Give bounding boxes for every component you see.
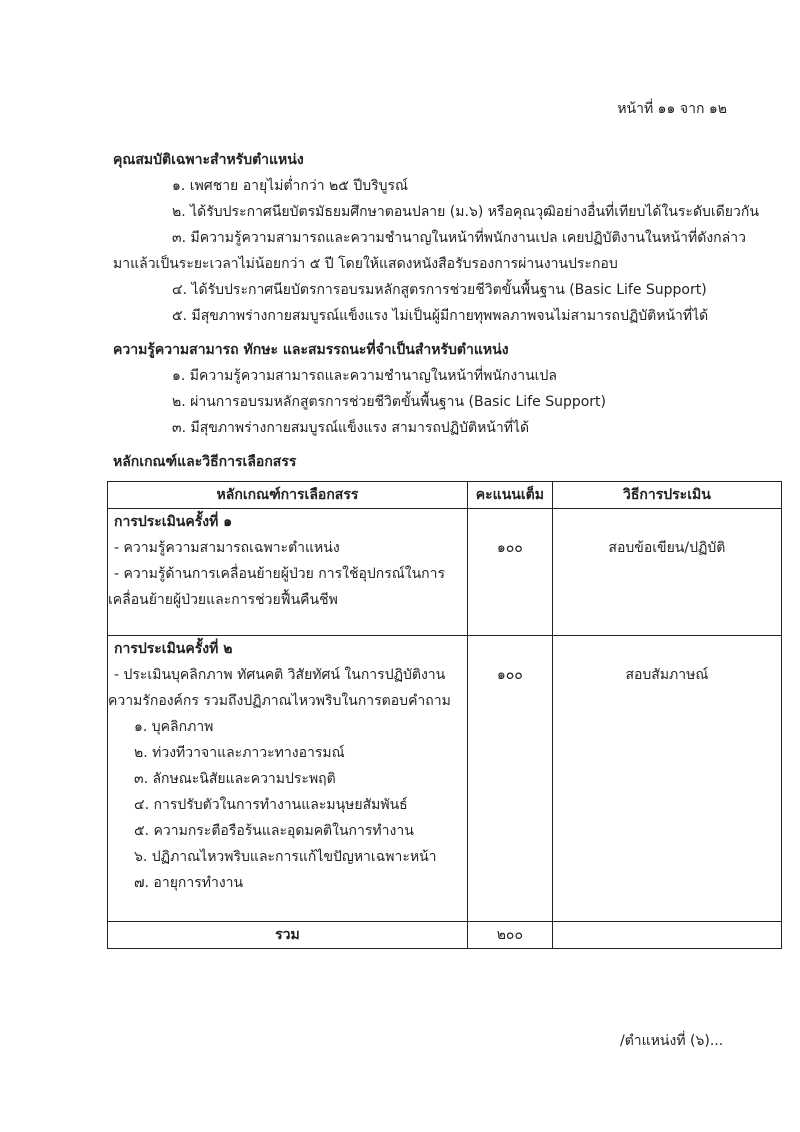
criteria-line: - ความรู้ด้านการเคลื่อนย้ายผู้ป่วย การใช้อุปกรณ์ในการ [114, 566, 446, 582]
method-cell [552, 636, 781, 922]
list-item: ๑. มีความรู้ความสามารถและความชำนาญในหน้าที่พนักงานเปล [172, 368, 557, 384]
criteria-cell [108, 509, 468, 636]
list-item: ๑. เพศชาย อายุไม่ต่ำกว่า ๒๕ ปีบริบูรณ์ [172, 178, 409, 194]
table-header-row [108, 482, 782, 509]
score-cell [467, 509, 552, 636]
column-header: หลักเกณฑ์การเลือกสรร [108, 482, 468, 509]
list-item: ๒. ได้รับประกาศนียบัตรมัธยมศึกษาตอนปลาย (ม.๖) หรือคุณวุฒิอย่างอื่นที่เทียบได้ในระดับเดียวกัน [172, 204, 759, 220]
list-item: ๓. มีความรู้ความสามารถและความชำนาญในหน้าที่พนักงานเปล เคยปฏิบัติงานในหน้าที่ดังกล่าว [172, 230, 746, 246]
method-cell [552, 509, 781, 636]
table-row [108, 636, 782, 922]
table-row [108, 509, 782, 636]
method-value: สอบสัมภาษณ์ [625, 667, 709, 683]
score-value: ๑๐๐ [496, 667, 523, 683]
sub-item: ๕. ความกระตือรือร้นและอุดมคติในการทำงาน [134, 823, 414, 839]
list-item-continuation: มาแล้วเป็นระยะเวลาไม่น้อยกว่า ๕ ปี โดยให้แสดงหนังสือรับรองการผ่านงานประกอบ [113, 256, 618, 272]
section-heading: ความรู้ความสามารถ ทักษะ และสมรรถนะที่จำเป็นสำหรับตำแหน่ง [113, 342, 509, 358]
method-value: สอบข้อเขียน/ปฏิบัติ [608, 540, 726, 556]
score-value: ๑๐๐ [496, 540, 523, 556]
list-item: ๕. มีสุขภาพร่างกายสมบูรณ์แข็งแรง ไม่เป็นผู้มีกายทุพพลภาพจนไม่สามารถปฏิบัติหน้าที่ได้ [172, 308, 709, 324]
sub-item: ๖. ปฏิภาณไหวพริบและการแก้ไขปัญหาเฉพาะหน้า [134, 849, 437, 865]
page-number: หน้าที่ ๑๑ จาก ๑๒ [617, 101, 727, 117]
section-heading: คุณสมบัติเฉพาะสำหรับตำแหน่ง [113, 152, 304, 168]
list-item: ๔. ได้รับประกาศนียบัตรการอบรมหลักสูตรการช่วยชีวิตขั้นพื้นฐาน (Basic Life Support) [172, 282, 707, 298]
footer-continuation: /ตำแหน่งที่ (๖)... [620, 1033, 724, 1049]
sub-item: ๑. บุคลิกภาพ [134, 719, 214, 735]
total-label: รวม [108, 922, 468, 949]
score-cell [467, 636, 552, 922]
row-title: การประเมินครั้งที่ ๑ [114, 514, 233, 530]
column-header: คะแนนเต็ม [467, 482, 552, 509]
sub-item: ๗. อายุการทำงาน [134, 875, 244, 891]
criteria-line: ความรักองค์กร รวมถึงปฏิภาณไหวพริบในการตอบคำถาม [108, 693, 451, 709]
row-title: การประเมินครั้งที่ ๒ [114, 641, 233, 657]
list-item: ๓. มีสุขภาพร่างกายสมบูรณ์แข็งแรง สามารถปฏิบัติหน้าที่ได้ [172, 420, 530, 436]
section-heading: หลักเกณฑ์และวิธีการเลือกสรร [113, 454, 297, 470]
sub-item: ๔. การปรับตัวในการทำงานและมนุษยสัมพันธ์ [134, 797, 408, 813]
criteria-cell [108, 636, 468, 922]
criteria-line: เคลื่อนย้ายผู้ป่วยและการช่วยฟื้นคืนชีพ [108, 592, 338, 608]
list-item: ๒. ผ่านการอบรมหลักสูตรการช่วยชีวิตขั้นพื้นฐาน (Basic Life Support) [172, 394, 606, 410]
total-row [108, 922, 782, 949]
sub-item: ๒. ท่วงทีวาจาและภาวะทางอารมณ์ [134, 745, 345, 761]
criteria-line: - ประเมินบุคลิกภาพ ทัศนคติ วิสัยทัศน์ ในการปฏิบัติงาน [114, 667, 446, 683]
selection-table [107, 481, 782, 949]
column-header: วิธีการประเมิน [552, 482, 781, 509]
total-score: ๒๐๐ [467, 922, 552, 949]
criteria-line: - ความรู้ความสามารถเฉพาะตำแหน่ง [114, 540, 340, 556]
total-method-cell [552, 922, 781, 949]
sub-item: ๓. ลักษณะนิสัยและความประพฤติ [134, 771, 336, 787]
